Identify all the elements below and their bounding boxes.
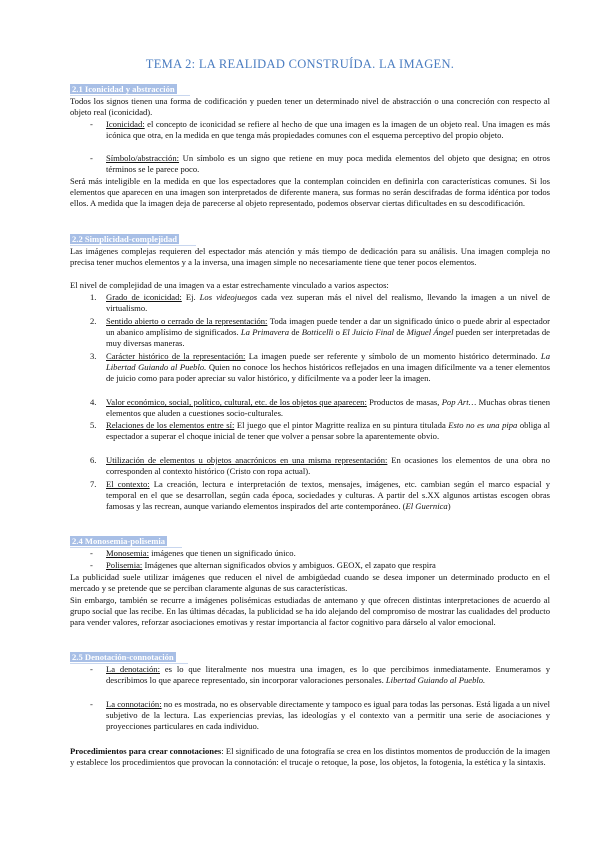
item-italic: La Primavera [240, 327, 290, 338]
item-italic: Botticelli [301, 327, 334, 338]
bullet-text: Imágenes que alternan significados obvios y ambiguos. GEOX, el zapato que respira [142, 560, 436, 570]
list-number: 1. [90, 292, 97, 302]
bullet-item [106, 664, 550, 686]
item-text: obliga al espectador a superar el choque inicial de tener que volver a pensar sobre la aparentemente obvio. [106, 420, 550, 442]
paragraph: El nivel de complejidad de una imagen va a estar estrechamente vinculado a varios aspectos: [70, 280, 389, 290]
bullet-marker: - [90, 699, 93, 709]
list-item [106, 397, 550, 419]
list-number: 6. [90, 455, 97, 465]
term: Sentido abierto o cerrado de la representación: [106, 316, 268, 326]
page-title: TEMA 2: LA REALIDAD CONSTRUÍDA. LA IMAGEN. [145, 57, 455, 71]
item-italic: Los videojuegos [199, 292, 258, 302]
list-number: 4. [90, 397, 97, 407]
item-text: Muchas obras tienen elementos que aluden a cuestiones socio-culturales. [106, 397, 550, 419]
list-number: 7. [90, 479, 97, 489]
paragraph: Será más inteligible en la medida en que los espectadores que la contemplan coinciden en definirla con características comunes. Si los elementos que aparecen en una imagen son interpretados de diferente manera, sus formas no serán descifradas de forma idéntica por todos ellos. A medida que la imagen deja de parecerse al objeto representado, podemos observar ciertas dificultades en su descodificación. [70, 176, 550, 209]
bullet-item [106, 153, 550, 175]
bullet-item [106, 699, 550, 732]
item-text: El juego que el pintor Magritte realiza en su pintura titulada [234, 420, 449, 430]
bullet-item [106, 548, 550, 559]
term: Iconicidad: [106, 119, 145, 129]
term: Grado de iconicidad: [106, 292, 182, 302]
bullet-marker: - [90, 664, 93, 674]
section-heading-denotacion: 2.5 Denotación-connotación [72, 652, 174, 662]
item-text: pueden ser interpretadas de muy diversas maneras. [106, 327, 550, 349]
term: Símbolo/abstracción: [106, 153, 180, 163]
item-text: de [394, 327, 407, 338]
bullet-text: imágenes que tienen un significado único. [148, 548, 296, 558]
item-text: o [333, 327, 343, 338]
bullet-text: Un símbolo es un signo que retiene en muy poca medida elementos del objeto que designa; en otros términos se le parece poco. [106, 153, 550, 175]
term: El contexto: [106, 479, 150, 489]
item-text: de [289, 327, 302, 338]
item-italic: Miguel Ángel [406, 327, 454, 338]
item-italic: Esto no es una pipa [448, 420, 518, 430]
list-number: 5. [90, 420, 97, 430]
bullet-marker: - [90, 153, 93, 163]
paragraph: Las imágenes complejas requieren del espectador más atención y más tiempo de dedicación para su análisis. Una imagen compleja no precisa tener muchos elementos y a la inversa, una imagen simple no necesariamente tiene que tener pocos elementos. [70, 246, 550, 268]
item-text: La creación, lectura e interpretación de textos, mensajes, imágenes, etc. cambian según el marco espacial y temporal en el que se desarrollan, según cada época, sociedades y culturas. A partir del s.XX algunos artistas escogen obras famosas y las recrean, aunque variando elementos inspirados del arte contemporáneo. ( [106, 479, 550, 512]
list-number: 2. [90, 316, 97, 326]
item-text: Ej. [181, 292, 200, 302]
list-item [106, 479, 550, 512]
term: Monosemia: [106, 548, 149, 558]
term: La connotación: [106, 699, 162, 709]
item-text: Productos de masas, [366, 397, 442, 407]
paragraph: Todos los signos tienen una forma de codificación y pueden tener un determinado nivel de abstracción o una concreción con respecto al objeto real (iconicidad). [70, 96, 550, 118]
item-italic: Libertad Guiando al Pueblo. [385, 675, 486, 686]
paragraph: Sin embargo, también se recurre a imágenes polisémicas estudiadas de antemano y que ofrecen distintas interpretaciones de acuerdo al grupo social que las recibe. En las últimas décadas, la publicidad se ha ido alejando del compromiso de mostrar las cualidades del producto para vender valores, reforzar asociaciones emotivas y restar importancia al factor cognitivo para dárselo al valor emocional. [70, 595, 550, 628]
term: Relaciones de los elementos entre sí: [106, 420, 235, 430]
item-italic: El Guernica [405, 501, 448, 512]
list-item [106, 420, 550, 442]
section-heading-monosemia: 2.4 Monosemia-polisemia [72, 536, 166, 546]
term: Valor económico, social, político, cultural, etc. de los objetos que aparecen: [106, 397, 367, 407]
item-italic: El Juicio Final [342, 327, 395, 338]
section-heading-iconicidad: 2.1 Iconicidad y abstracción [72, 84, 175, 94]
bullet-marker: - [90, 548, 93, 558]
item-text: Toda imagen puede tender a dar un significado único o puede abrir al espectador un abanico amplísimo de significados. [106, 316, 550, 338]
term: Carácter histórico de la representación: [106, 351, 246, 361]
item-text: En ocasiones los elementos de una obra no corresponden al contexto histórico (Cristo con ropa actual). [106, 455, 550, 477]
list-item [106, 316, 550, 349]
term: Utilización de elementos u objetos anacrónicos en una misma representación: [106, 455, 388, 465]
item-text: ) [447, 501, 451, 512]
term: Polisemia: [106, 560, 143, 570]
item-italic: Pop Art… [441, 397, 477, 407]
list-item [106, 455, 550, 477]
item-text: La imagen puede ser referente y símbolo de un momento histórico determinado. [245, 351, 541, 361]
bold-lead: Procedimientos para crear connotaciones [70, 746, 222, 756]
list-number: 3. [90, 351, 97, 361]
item-italic: La Libertad Guiando al Pueblo. [106, 351, 550, 373]
item-text: Quien no conoce los hechos históricos reflejados en una imagen difícilmente va a tener elementos de juicio como para poder apreciar su valor histórico, y difícilmente va a poder leer la imagen. [106, 362, 551, 384]
section-heading-simplicidad: 2.2 Simplicidad-complejidad [72, 234, 178, 244]
list-item [106, 292, 550, 314]
bullet-item [106, 560, 550, 571]
term: La denotación: [106, 664, 160, 674]
bullet-text: no es mostrada, no es observable directamente y tampoco es igual para todas las personas. Está ligada a un nivel subjetivo de la lectura. Las experiencias previas, las ideologías y el contexto van a permitir una serie de asociaciones y proyecciones particulares en cada individuo. [106, 699, 550, 732]
item-text: cada vez superan más el nivel del realismo, llevando la imagen a un nivel de virtualismo. [106, 292, 550, 314]
bullet-marker: - [90, 560, 93, 570]
bullet-item [106, 119, 550, 141]
bullet-text: el concepto de iconicidad se refiere al hecho de que una imagen es la imagen de un objeto real. Una imagen es más icónica que otra, en la medida en que tenga más propiedades comunes con el esquema perceptivo del propio objeto. [106, 119, 550, 141]
paragraph-procedimientos [70, 746, 550, 768]
paragraph-text: : El significado de una fotografía se crea en los distintos momentos de producción de la imagen y establece los procedimientos que provocan la connotación: el trucaje o retoque, la pose, los objetos, la fotogenia, la estética y la sintaxis. [70, 746, 550, 768]
bullet-text: es lo que literalmente nos muestra una imagen, es lo que percibimos inmediatamente. Enumeramos y describimos lo que aparece representado, sin incorporar valoraciones personales. [106, 664, 550, 686]
list-item [106, 351, 550, 384]
bullet-marker: - [90, 119, 93, 129]
paragraph: La publicidad suele utilizar imágenes que reducen el nivel de ambigüedad cuando se desea imponer un determinado producto en el mercado y se pretende que se perciban claramente algunas de sus características. [70, 572, 550, 594]
